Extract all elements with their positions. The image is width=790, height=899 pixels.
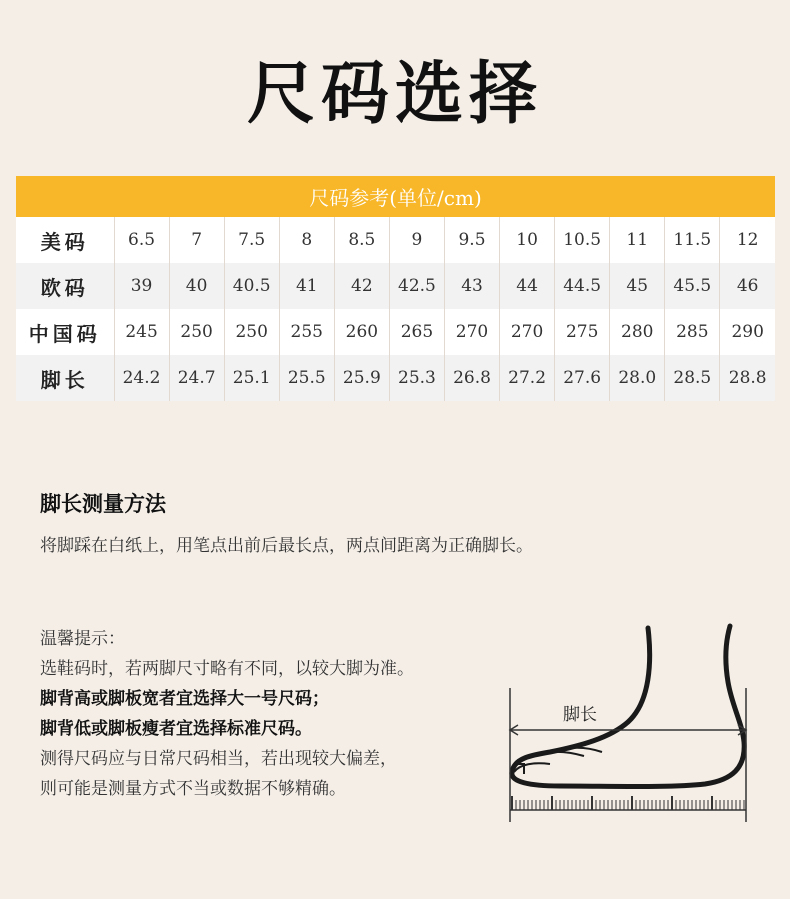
row-label: 脚长 xyxy=(16,355,114,401)
table-cell: 270 xyxy=(444,309,499,355)
tips-line: 测得尺码应与日常尺码相当，若出现较大偏差， xyxy=(40,749,397,769)
table-cell: 25.9 xyxy=(334,355,389,401)
table-cell: 24.7 xyxy=(169,355,224,401)
table-cell: 250 xyxy=(169,309,224,355)
tips-line: 选鞋码时，若两脚尺寸略有不同，以较大脚为准。 xyxy=(40,659,414,679)
table-cell: 12 xyxy=(720,217,775,263)
table-cell: 46 xyxy=(720,263,775,309)
table-cell: 45 xyxy=(610,263,665,309)
table-cell: 44.5 xyxy=(555,263,610,309)
table-cell: 42 xyxy=(334,263,389,309)
table-cell: 255 xyxy=(279,309,334,355)
table-cell: 8 xyxy=(279,217,334,263)
table-cell: 26.8 xyxy=(444,355,499,401)
table-cell: 25.5 xyxy=(279,355,334,401)
tips-heading: 温馨提示： xyxy=(40,629,125,649)
table-cell: 45.5 xyxy=(665,263,720,309)
table-header: 尺码参考(单位/cm) xyxy=(16,176,775,217)
foot-measure-illustration xyxy=(500,622,760,832)
table-cell: 280 xyxy=(610,309,665,355)
table-cell: 265 xyxy=(389,309,444,355)
table-cell: 290 xyxy=(720,309,775,355)
row-label: 中国码 xyxy=(16,309,114,355)
page-title: 尺码选择 xyxy=(246,54,543,134)
table-cell: 250 xyxy=(224,309,279,355)
table-cell: 25.1 xyxy=(224,355,279,401)
table-cell: 28.5 xyxy=(665,355,720,401)
table-cell: 260 xyxy=(334,309,389,355)
table-cell: 28.8 xyxy=(720,355,775,401)
measure-method-title: 脚长测量方法 xyxy=(40,492,166,516)
table-cell: 270 xyxy=(500,309,555,355)
table-row xyxy=(16,309,775,355)
tips-line: 则可能是测量方式不当或数据不够精确。 xyxy=(40,779,346,799)
table-cell: 27.6 xyxy=(555,355,610,401)
table-cell: 285 xyxy=(665,309,720,355)
table-row xyxy=(16,217,775,263)
size-reference-table xyxy=(16,176,775,401)
table-cell: 40.5 xyxy=(224,263,279,309)
table-cell: 11.5 xyxy=(665,217,720,263)
table-cell: 44 xyxy=(500,263,555,309)
table-cell: 42.5 xyxy=(389,263,444,309)
table-cell: 10 xyxy=(500,217,555,263)
measure-method-text: 将脚踩在白纸上，用笔点出前后最长点，两点间距离为正确脚长。 xyxy=(40,536,533,556)
table-cell: 25.3 xyxy=(389,355,444,401)
table-cell: 10.5 xyxy=(555,217,610,263)
table-cell: 41 xyxy=(279,263,334,309)
tips-block xyxy=(40,624,414,804)
table-cell: 8.5 xyxy=(334,217,389,263)
table-cell: 275 xyxy=(555,309,610,355)
tips-line: 脚背高或脚板宽者宜选择大一号尺码； xyxy=(40,689,329,709)
table-cell: 7 xyxy=(169,217,224,263)
foot-length-label: 脚长 xyxy=(563,705,597,725)
foot-outline-icon xyxy=(512,626,744,787)
row-label: 欧码 xyxy=(16,263,114,309)
table-cell: 11 xyxy=(610,217,665,263)
table-cell: 24.2 xyxy=(114,355,169,401)
table-cell: 40 xyxy=(169,263,224,309)
table-cell: 245 xyxy=(114,309,169,355)
table-cell: 28.0 xyxy=(610,355,665,401)
table-cell: 27.2 xyxy=(500,355,555,401)
table-cell: 39 xyxy=(114,263,169,309)
ruler-icon xyxy=(510,796,746,810)
tips-line: 脚背低或脚板瘦者宜选择标准尺码。 xyxy=(40,719,312,739)
table-row xyxy=(16,263,775,309)
table-cell: 9.5 xyxy=(444,217,499,263)
table-cell: 9 xyxy=(389,217,444,263)
table-row xyxy=(16,355,775,401)
table-cell: 43 xyxy=(444,263,499,309)
table-cell: 6.5 xyxy=(114,217,169,263)
table-cell: 7.5 xyxy=(224,217,279,263)
row-label: 美码 xyxy=(16,217,114,263)
